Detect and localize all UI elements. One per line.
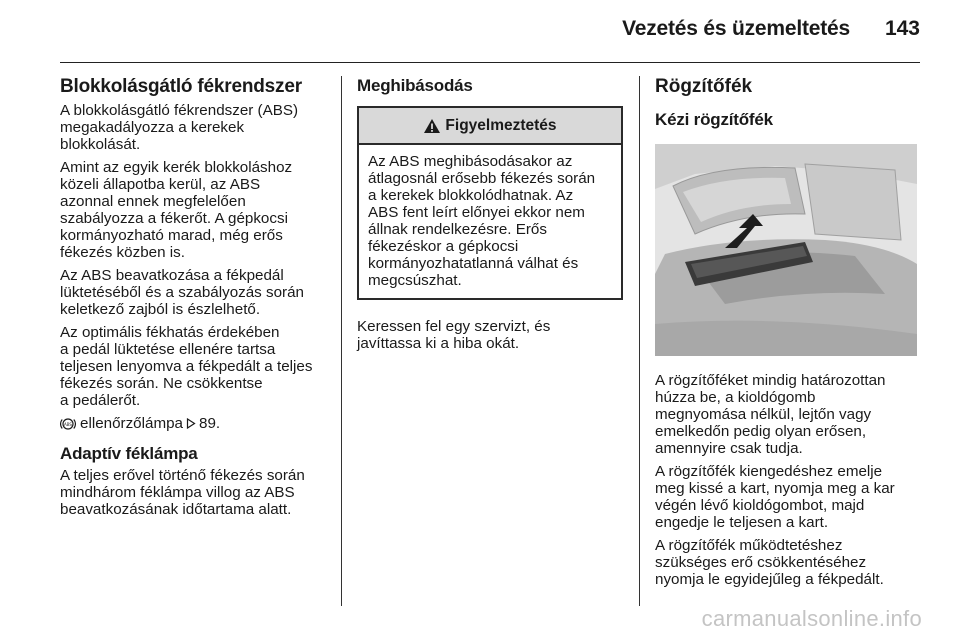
warning-title: Figyelmeztetés (445, 116, 557, 134)
warning-text: Az ABS meghibásodásakor az átlagosnál erősebb fékezés során a kerekek blokkolódhatnak. Az ABS fent leírt előnyei ekkor nem állnak rendelkezésre. Erős fékezéskor a gépkocsi kormányozhatatlanná válhat és megcsúszhat. (368, 153, 596, 289)
malfunction-paragraph: Keressen fel egy szervizt, és javíttassa ki a hiba okát. (357, 318, 551, 352)
abs-paragraph: Az optimális fékhatás érdekében a pedál lüktetése ellenére tartsa teljesen lenyomva a fékpedált a teljes fékezés során. Ne csökkentse a pedálerőt. (60, 324, 313, 409)
warning-header (359, 108, 621, 145)
adaptive-brake-light-heading: Adaptív féklámpa (60, 444, 198, 463)
abs-paragraph: Amint az egyik kerék blokkoláshoz közeli állapotba kerül, az ABS azonnal ennek megfelelően szabályozza a fékerőt. A gépkocsi kormányozható marad, még erős fékezés közben is. (60, 159, 293, 261)
parking-brake-paragraph: A rögzítőfék kiengedéshez emelje meg kissé a kart, nyomja meg a kar végén lévő kioldógombot, majd engedje le teljesen a kart. (655, 463, 895, 531)
parking-brake-heading: Rögzítőfék (655, 76, 753, 97)
column-parking-brake (655, 76, 920, 594)
abs-warning-lamp-icon (60, 417, 76, 431)
malfunction-heading: Meghibásodás (357, 76, 473, 95)
hand-brake-subheading: Kézi rögzítőfék (655, 110, 773, 129)
column-malfunction (357, 76, 625, 358)
page-number: 143 (884, 17, 920, 40)
abs-reference-page: 89. (199, 415, 221, 432)
adaptive-brake-light-paragraph: A teljes erővel történő fékezés során mindhárom féklámpa villog az ABS beavatkozásának időtartama alatt. (60, 467, 305, 518)
warning-triangle-icon (423, 118, 441, 134)
column-divider (341, 76, 342, 606)
hand-brake-photo (655, 144, 917, 356)
section-title: Vezetés és üzemeltetés (622, 17, 850, 40)
page-header (0, 0, 960, 62)
abs-indicator-reference (60, 415, 330, 432)
column-divider (639, 76, 640, 606)
header-divider (60, 62, 920, 63)
column-abs (60, 76, 330, 524)
parking-brake-paragraph: A rögzítőfék működtetéshez szükséges erő csökkentéséhez nyomja le egyidejűleg a fékpedált. (655, 537, 884, 588)
warning-box (357, 106, 623, 300)
abs-heading: Blokkolásgátló fékrendszer (60, 76, 302, 97)
abs-paragraph: A blokkolásgátló fékrendszer (ABS) megakadályozza a kerekek blokkolását. (60, 102, 299, 153)
abs-reference-text: ellenőrzőlámpa (80, 415, 183, 432)
svg-text:ABS: ABS (64, 421, 72, 427)
abs-paragraph: Az ABS beavatkozása a fékpedál lüktetéséből és a szabályozás során keletkező zajból is észlelhető. (60, 267, 304, 318)
page-reference-arrow-icon (186, 418, 196, 429)
parking-brake-paragraph: A rögzítőféket mindig határozottan húzza be, a kioldógomb megnyomása nélkül, lejtőn vagy emelkedőn pedig olyan erősen, amennyire csak tudja. (655, 372, 886, 457)
watermark: carmanualsonline.info (701, 606, 922, 631)
